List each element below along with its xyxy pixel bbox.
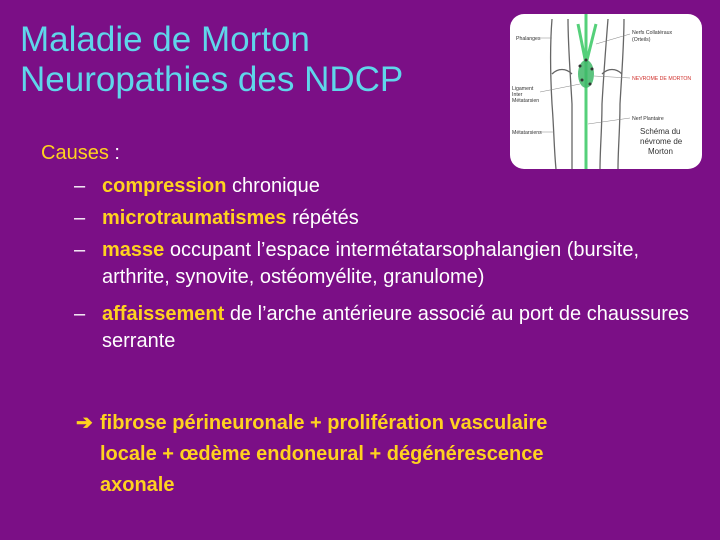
item-keyword: compression: [102, 175, 227, 197]
causes-heading: [41, 140, 700, 167]
item-text: chronique: [226, 175, 320, 197]
label-nevrome: NEVROME DE MORTON: [632, 76, 692, 82]
title-line-2: Neuropathies des NDCP: [20, 60, 404, 99]
caption-line-2: névrome de: [640, 137, 683, 146]
label-ligament: Ligament: [512, 86, 534, 92]
list-item: [41, 205, 700, 232]
item-keyword: masse: [102, 239, 165, 261]
item-text: occupant l’espace intermétatarsophalangien (bursite, arthrite, synovite, ostéomyélite, granulome): [102, 239, 640, 288]
title-line-1: Maladie de Morton: [20, 20, 310, 59]
causes-list: [41, 173, 700, 355]
arrow-right-icon: ➔: [76, 412, 93, 434]
conclusion-line-2: locale + œdème endoneural + dégénérescence: [100, 443, 544, 465]
conclusion-line-3: axonale: [100, 474, 175, 496]
label-metatarsiens: Métatarsiens: [512, 130, 542, 136]
list-item: [41, 237, 700, 291]
list-dash: –: [74, 175, 86, 197]
label-nerf-plantaire: Nerf Plantaire: [632, 116, 664, 122]
conclusion-block: [76, 408, 680, 501]
slide-title: [20, 20, 403, 100]
list-item: [41, 173, 700, 200]
causes-colon: :: [108, 142, 120, 164]
item-text: répétés: [286, 207, 359, 229]
item-text: de l’arche antérieure associé au port de chaussures serrante: [102, 303, 689, 352]
item-keyword: affaissement: [102, 303, 225, 325]
caption-line-1: Schéma du: [640, 127, 681, 136]
list-dash: –: [74, 239, 86, 261]
list-dash: –: [74, 207, 86, 229]
caption-line-3: Morton: [648, 147, 673, 156]
label-phalanges: Phalanges: [516, 36, 541, 42]
list-item: [41, 301, 700, 355]
label-nerfs: Nerfs Collatéraux: [632, 30, 673, 36]
label-orteils: (Orteils): [632, 37, 651, 43]
item-keyword: microtraumatismes: [102, 207, 287, 229]
conclusion-line-1: fibrose périneuronale + prolifération vasculaire: [100, 412, 548, 434]
causes-label: Causes: [41, 142, 109, 164]
label-metatarsien: Métatarsien: [512, 98, 540, 104]
list-dash: –: [74, 303, 86, 325]
label-inter: Inter: [512, 92, 523, 98]
neuroma: [578, 60, 594, 88]
slide-body: [41, 140, 700, 360]
